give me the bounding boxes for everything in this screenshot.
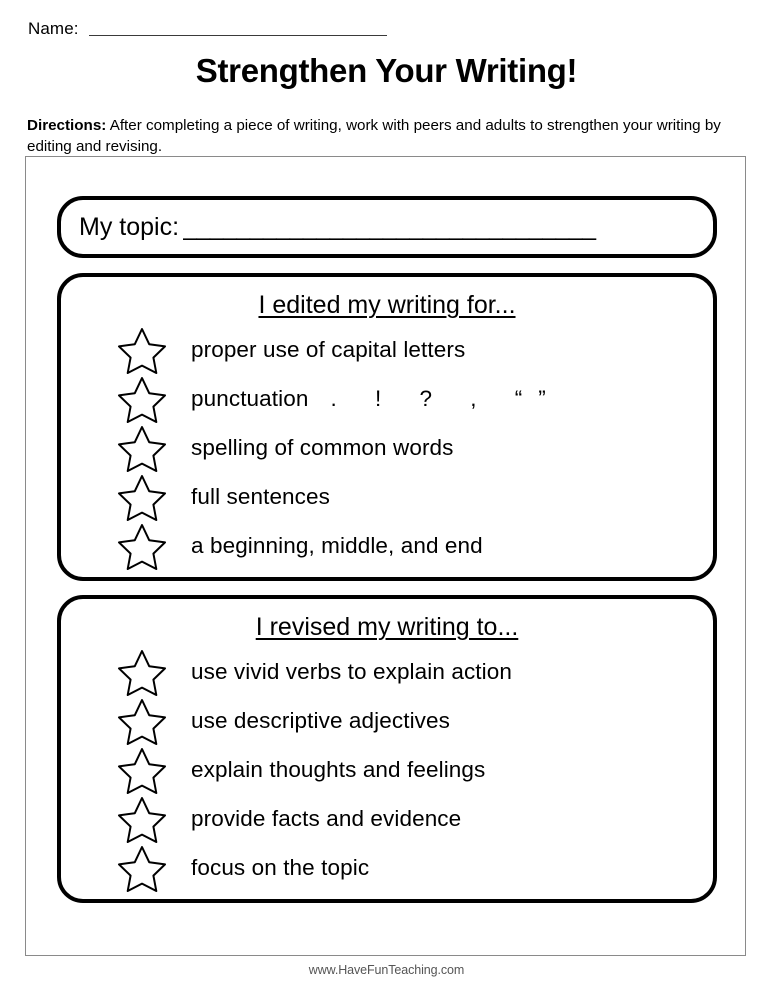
footer-url: www.HaveFunTeaching.com [308, 963, 465, 977]
star-icon[interactable] [117, 375, 167, 423]
revising-checklist-panel [57, 595, 717, 903]
list-item[interactable] [61, 423, 713, 472]
list-item-label: proper use of capital letters [191, 336, 466, 362]
editing-checklist-heading: I edited my writing for... [258, 291, 516, 319]
editing-checklist [61, 325, 713, 570]
star-icon[interactable] [117, 522, 167, 570]
name-label: Name: [28, 19, 79, 38]
list-item-text: punctuation [191, 385, 309, 411]
list-item[interactable] [61, 794, 713, 843]
list-item-label: provide facts and evidence [191, 805, 462, 831]
list-item-label [191, 386, 562, 412]
revising-checklist [61, 647, 713, 892]
list-item-label: spelling of common words [191, 434, 454, 460]
list-item-label: explain thoughts and feelings [191, 756, 486, 782]
list-item[interactable] [61, 696, 713, 745]
name-row [28, 19, 387, 39]
star-icon[interactable] [117, 795, 167, 843]
topic-field-box[interactable] [57, 196, 717, 258]
editing-checklist-panel [57, 273, 717, 581]
directions-text: After completing a piece of writing, work with peers and adults to strengthen your writing by editing and revising. [27, 117, 721, 155]
star-icon[interactable] [117, 844, 167, 892]
name-input-line[interactable] [89, 35, 387, 36]
topic-label: My topic: [79, 213, 180, 241]
list-item-label: focus on the topic [191, 854, 370, 880]
punctuation-marks: . ! ? , “” [330, 385, 562, 411]
revising-checklist-heading: I revised my writing to... [255, 613, 519, 641]
topic-blank-line[interactable]: _______________________________ [183, 213, 596, 241]
directions-label: Directions: [27, 117, 107, 134]
list-item[interactable] [61, 325, 713, 374]
star-icon[interactable] [117, 697, 167, 745]
list-item-label: full sentences [191, 483, 330, 509]
list-item[interactable] [61, 745, 713, 794]
list-item-label: use vivid verbs to explain action [191, 658, 512, 684]
list-item[interactable] [61, 374, 713, 423]
star-icon[interactable] [117, 424, 167, 472]
list-item[interactable] [61, 647, 713, 696]
star-icon[interactable] [117, 648, 167, 696]
list-item[interactable] [61, 472, 713, 521]
list-item-label: a beginning, middle, and end [191, 532, 483, 558]
list-item[interactable] [61, 843, 713, 892]
directions [27, 115, 745, 157]
star-icon[interactable] [117, 326, 167, 374]
star-icon[interactable] [117, 473, 167, 521]
list-item-label: use descriptive adjectives [191, 707, 450, 733]
page-title: Strengthen Your Writing! [195, 52, 578, 89]
list-item[interactable] [61, 521, 713, 570]
star-icon[interactable] [117, 746, 167, 794]
